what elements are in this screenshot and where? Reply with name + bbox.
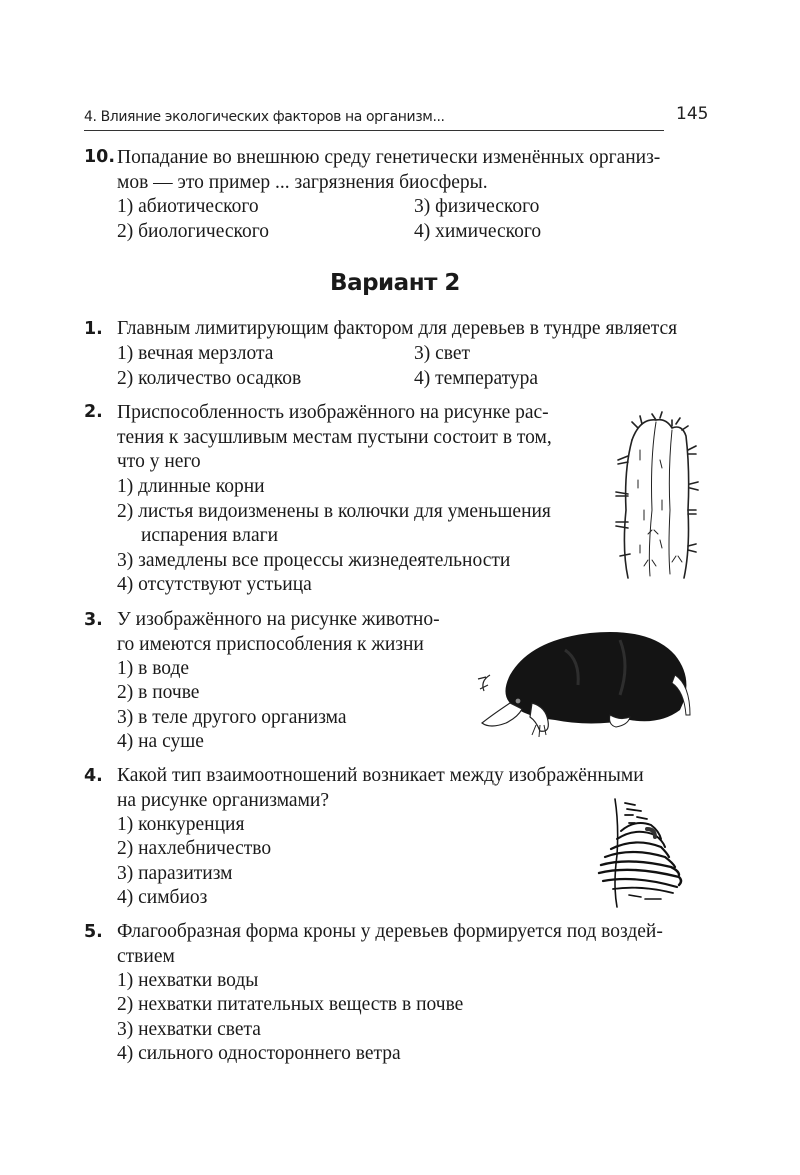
answer-option: 4) на суше bbox=[117, 731, 204, 752]
question-line: мов — это пример ... загрязнения биосферы. bbox=[117, 171, 488, 193]
question-text bbox=[117, 401, 552, 475]
question-number: 10. bbox=[84, 147, 116, 167]
question-line: Какой тип взаимоотношений возникает между изображёнными bbox=[117, 765, 644, 786]
answer-option: 3) физического bbox=[414, 196, 540, 217]
question-number: 1. bbox=[84, 319, 103, 339]
answer-option: 1) абиотического bbox=[117, 196, 259, 217]
question-text bbox=[117, 608, 440, 657]
question-number: 5. bbox=[84, 922, 103, 942]
question-text: Главным лимитирующим фактором для деревьев в тундре является bbox=[117, 318, 678, 339]
answer-option: 2) нахлебничество bbox=[117, 838, 272, 859]
answer-option: 4) отсутствуют устьица bbox=[117, 574, 312, 595]
page-number: 145 bbox=[676, 104, 709, 124]
variant-title: Вариант 2 bbox=[330, 270, 460, 296]
question-line: Попадание во внешнюю среду генетически изменённых организ- bbox=[117, 147, 661, 168]
answer-option: 4) химического bbox=[414, 221, 542, 242]
answer-option: 4) сильного одностороннего ветра bbox=[117, 1043, 401, 1064]
answer-option: 1) конкуренция bbox=[117, 814, 245, 835]
answer-option-continued: испарения влаги bbox=[141, 525, 279, 546]
answer-option: 1) нехватки воды bbox=[117, 970, 259, 991]
question-line: тения к засушливым местам пустыни состоит в том, bbox=[117, 426, 552, 448]
question-line: что у него bbox=[117, 451, 201, 472]
answer-option: 3) паразитизм bbox=[117, 863, 233, 884]
tinder-fungus-illustration bbox=[595, 795, 685, 910]
answer-option: 1) длинные корни bbox=[117, 476, 265, 497]
question-number: 4. bbox=[84, 766, 103, 786]
answer-option: 2) количество осадков bbox=[117, 368, 302, 389]
running-head: 4. Влияние экологических факторов на организм... bbox=[84, 106, 664, 131]
answer-option: 1) вечная мерзлота bbox=[117, 343, 274, 364]
answer-option: 3) в теле другого организма bbox=[117, 707, 347, 728]
question-text bbox=[117, 920, 663, 969]
answer-option: 3) нехватки света bbox=[117, 1019, 261, 1040]
answer-option: 2) нехватки питательных веществ в почве bbox=[117, 994, 464, 1015]
question-number: 2. bbox=[84, 402, 103, 422]
question-number: 3. bbox=[84, 610, 103, 630]
answer-option: 3) замедлены все процессы жизнедеятельности bbox=[117, 550, 511, 571]
answer-option: 4) температура bbox=[414, 368, 539, 389]
question-line: ствием bbox=[117, 945, 175, 967]
question-text bbox=[117, 146, 660, 195]
question-line: Приспособленность изображённого на рисунке рас- bbox=[117, 402, 549, 423]
mole-illustration bbox=[470, 625, 705, 740]
cactus-illustration bbox=[610, 410, 700, 585]
answer-option: 1) в воде bbox=[117, 658, 190, 679]
question-line: на рисунке организмами? bbox=[117, 789, 329, 811]
question-line: Флагообразная форма кроны у деревьев формируется под воздей- bbox=[117, 921, 663, 942]
answer-option: 2) листья видоизменены в колючки для уменьшения bbox=[117, 501, 551, 522]
answer-option: 2) биологического bbox=[117, 221, 269, 242]
answer-option: 3) свет bbox=[414, 343, 471, 364]
question-line: У изображённого на рисунке животно- bbox=[117, 609, 440, 630]
question-text bbox=[117, 764, 644, 813]
answer-option: 2) в почве bbox=[117, 682, 200, 703]
question-line: го имеются приспособления к жизни bbox=[117, 633, 424, 655]
answer-option: 4) симбиоз bbox=[117, 887, 208, 908]
